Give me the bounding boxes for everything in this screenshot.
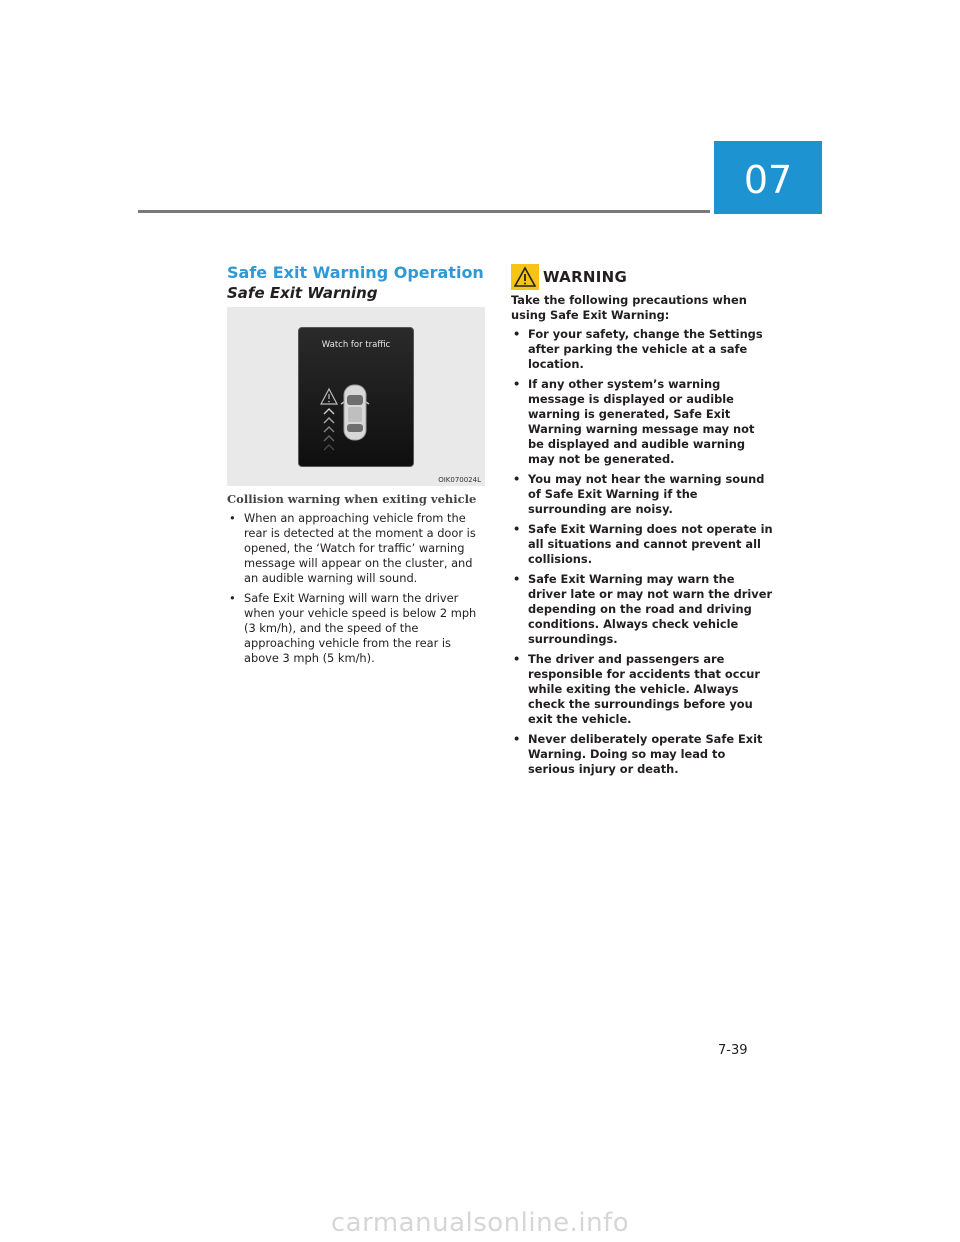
list-item: • Safe Exit Warning does not operate in all situations and cannot prevent all collisions. (511, 522, 773, 567)
warning-intro: Take the following precautions when using Safe Exit Warning: (511, 293, 747, 322)
list-item: • You may not hear the warning sound of Safe Exit Warning if the surrounding are noisy. (511, 472, 773, 517)
list-item: • If any other system’s warning message is displayed or audible warning is generated, Safe Exit Warning warning message may not be displayed and audible warning may not be generated. (511, 377, 773, 467)
warning-heading (511, 264, 627, 290)
list-item: • When an approaching vehicle from the rear is detected at the moment a door is opened, the ‘Watch for traffic’ warning message will appear on the cluster, and an audible warning will sound. (227, 511, 489, 586)
warning-icon (511, 264, 539, 290)
left-bullet-list (227, 511, 489, 671)
section-subtitle: Safe Exit Warning (227, 284, 378, 302)
car-topview-icon (341, 385, 369, 440)
figure-caption: Collision warning when exiting vehicle (227, 492, 477, 506)
warning-triangle-icon (321, 389, 337, 404)
screen-graphics (299, 328, 413, 466)
list-item: • The driver and passengers are responsible for accidents that occur while exiting the vehicle. Always check the surroundings before you exit the vehicle. (511, 652, 773, 727)
page-number: 7-39 (718, 1043, 748, 1058)
cluster-screen (298, 327, 414, 467)
header-rule (138, 210, 710, 213)
list-item: • Safe Exit Warning will warn the driver when your vehicle speed is below 2 mph (3 km/h), and the speed of the approaching vehicle from the rear is above 3 mph (5 km/h). (227, 591, 489, 666)
section-heading (227, 262, 485, 302)
section-title: Safe Exit Warning Operation (227, 263, 484, 282)
list-item: • For your safety, change the Settings after parking the vehicle at a safe location. (511, 327, 773, 372)
list-item: • Never deliberately operate Safe Exit Warning. Doing so may lead to serious injury or death. (511, 732, 773, 777)
warning-bullet-list (511, 327, 773, 782)
screen-message: Watch for traffic (321, 340, 391, 350)
figure-code: OIK070024L (438, 476, 481, 484)
watermark: carmanualsonline.info (330, 1208, 630, 1238)
cluster-figure (227, 307, 485, 486)
list-item: • Safe Exit Warning may warn the driver late or may not warn the driver depending on the road and driving conditions. Always check vehicle surroundings. (511, 572, 773, 647)
approach-chevrons-icon (324, 409, 334, 450)
chapter-tab: 07 (714, 141, 822, 214)
warning-title: WARNING (543, 268, 628, 286)
